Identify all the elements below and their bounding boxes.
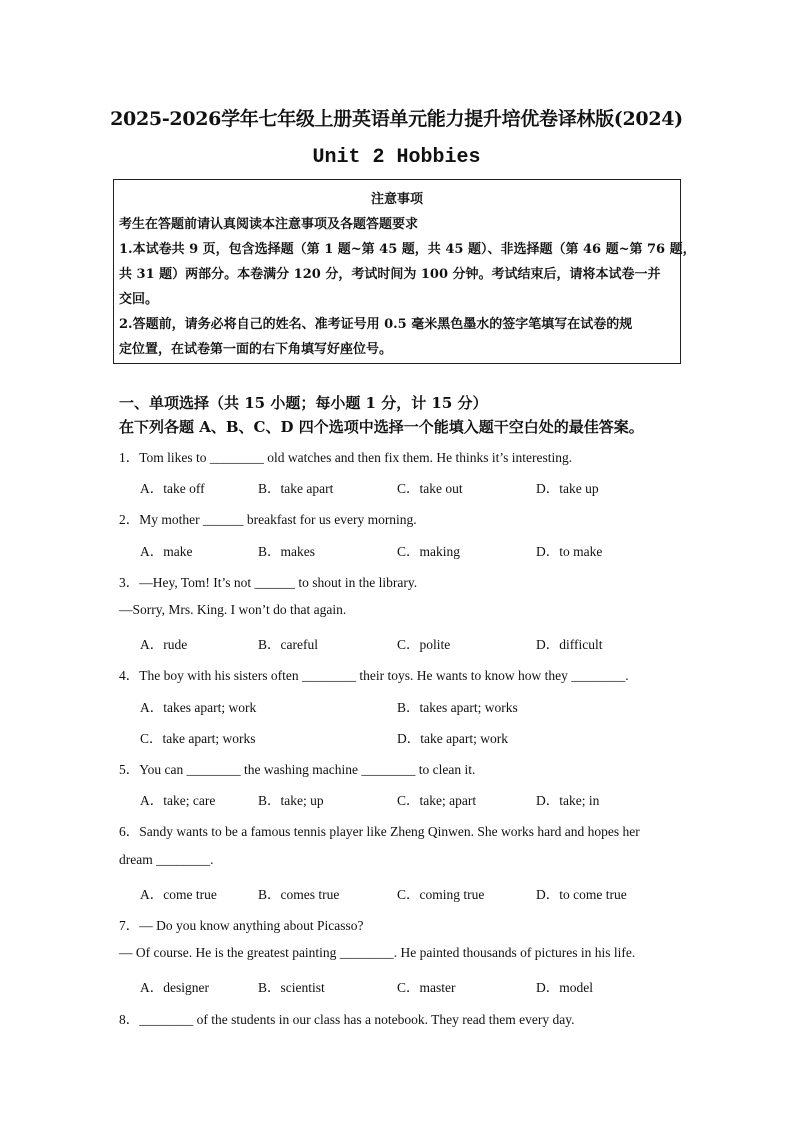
option-b: B．comes true — [258, 887, 340, 902]
option-b: B．scientist — [258, 980, 325, 995]
option-a: A．come true — [140, 887, 217, 902]
notice-line: 交回。 — [119, 292, 159, 307]
notice-heading: 注意事项 — [370, 192, 423, 207]
option-d: D．model — [536, 980, 593, 995]
question-1: 1．Tom likes to ________ old watches and then fix them. He thinks it’s interesting. — [119, 450, 573, 465]
option-a: A．rude — [140, 637, 188, 652]
unit-title: Unit 2 Hobbies — [312, 146, 481, 169]
option-b: B．take apart — [258, 481, 334, 496]
option-a: A．take; care — [140, 793, 216, 808]
option-b: B．takes apart; works — [397, 700, 518, 715]
notice-line: 定位置，在试卷第一面的右下角填写好座位号。 — [119, 342, 393, 357]
notice-line: 2.答题前，请务必将自己的姓名、准考证号用 0.5 毫米黑色墨水的签字笔填写在试卷的规 — [119, 317, 633, 332]
option-d: D．to come true — [536, 887, 627, 902]
option-c: C．take; apart — [397, 793, 477, 808]
question-7-reply: — Of course. He is the greatest painting ________. He painted thousands of pictures in his life. — [119, 945, 636, 960]
notice-line: 共 31 题）两部分。本卷满分 120 分，考试时间为 100 分钟。考试结束后，请将本试卷一并 — [119, 267, 661, 282]
notice-line: 1.本试卷共 9 页，包含选择题（第 1 题~第 45 题，共 45 题）、非选择题（第 46 题~第 76 题， — [119, 242, 696, 257]
notice-line: 考生在答题前请认真阅读本注意事项及各题答题要求 — [119, 217, 419, 232]
option-c: C．take out — [397, 481, 463, 496]
option-b: B．makes — [258, 544, 315, 559]
option-a: A．take off — [140, 481, 205, 496]
option-d: D．difficult — [536, 637, 603, 652]
question-6-cont: dream ________. — [119, 852, 214, 867]
question-2: 2．My mother ______ breakfast for us every morning. — [119, 512, 417, 527]
question-8: 8．________ of the students in our class has a notebook. They read them every day. — [119, 1012, 575, 1027]
option-b: B．take; up — [258, 793, 324, 808]
option-d: D．take up — [536, 481, 599, 496]
question-4: 4．The boy with his sisters often ________ their toys. He wants to know how they ________. — [119, 668, 629, 683]
option-d: D．to make — [536, 544, 603, 559]
question-6: 6．Sandy wants to be a famous tennis player like Zheng Qinwen. She works hard and hopes her — [119, 824, 640, 839]
option-a: A．make — [140, 544, 193, 559]
option-a: A．designer — [140, 980, 209, 995]
question-3-reply: —Sorry, Mrs. King. I won’t do that again. — [119, 602, 347, 617]
option-a: A．takes apart; work — [140, 700, 257, 715]
option-b: B．careful — [258, 637, 318, 652]
option-c: C．master — [397, 980, 456, 995]
option-d: D．take; in — [536, 793, 600, 808]
section-instruction: 在下列各题 A、B、C、D 四个选项中选择一个能填入题干空白处的最佳答案。 — [119, 418, 644, 436]
section-heading: 一、单项选择（共 15 小题；每小题 1 分，计 15 分） — [119, 394, 488, 412]
question-3: 3．—Hey, Tom! It’s not ______ to shout in the library. — [119, 575, 418, 590]
exam-title: 2025-2026学年七年级上册英语单元能力提升培优卷译林版(2024) — [110, 108, 683, 130]
option-c: C．polite — [397, 637, 451, 652]
option-c: C．take apart; works — [140, 731, 256, 746]
option-c: C．making — [397, 544, 460, 559]
option-d: D．take apart; work — [397, 731, 508, 746]
question-5: 5．You can ________ the washing machine ________ to clean it. — [119, 762, 476, 777]
option-c: C．coming true — [397, 887, 485, 902]
question-7: 7．— Do you know anything about Picasso? — [119, 918, 364, 933]
